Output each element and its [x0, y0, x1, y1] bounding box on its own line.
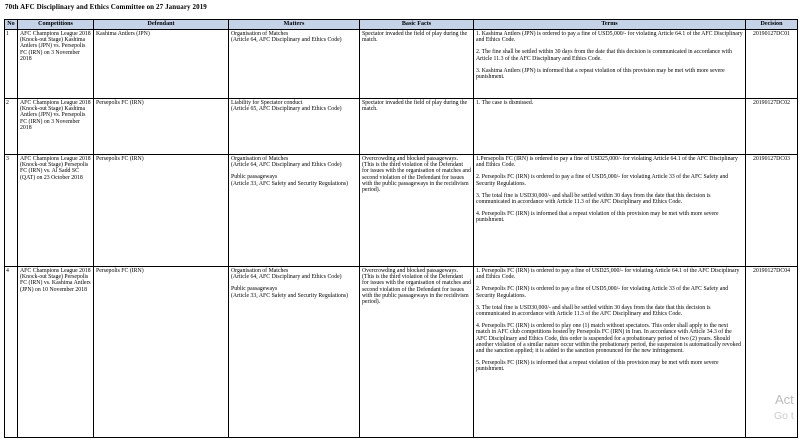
- matter-article: (Article 64, AFC Disciplinary and Ethics Code): [231, 274, 342, 281]
- matter-name: Organisation of Matches: [231, 156, 289, 162]
- cell-terms: [474, 99, 746, 155]
- cell-defendant: Persepolis FC (IRN): [94, 267, 229, 438]
- cell-decision: 20190127DC02: [746, 99, 798, 155]
- matter-item: [231, 100, 357, 112]
- cell-competitions: AFC Champions League 2018 (Knock-out Stage) Kashima Antlers (JPN) vs. Persepolis FC (IRN) on 3 November 2018: [18, 30, 94, 99]
- column-header-basic-facts: Basic Facts: [360, 20, 474, 30]
- matter-article: (Article 33, AFC Safety and Security Regulations): [231, 292, 349, 299]
- table-row: [5, 30, 798, 99]
- terms-item: 2. Persepolis FC (IRN) is ordered to pay a fine of USD5,000/- for violating Article 33 of the AFC Safety and Security Regulations.: [476, 174, 729, 187]
- column-header-no: No: [5, 20, 18, 30]
- cell-no: 3: [5, 155, 18, 267]
- matter-item: [231, 268, 357, 280]
- terms-item: 1. Persepolis FC (IRN) is ordered to pay a fine of USD25,000/- for violating Article 64.1 of the AFC Disciplinary and Ethics Code.: [476, 268, 740, 281]
- cell-decision: 20190127DC04: [746, 267, 798, 438]
- table-row: [5, 99, 798, 155]
- matter-name: Organisation of Matches: [231, 268, 289, 274]
- matter-article: (Article 64, AFC Disciplinary and Ethics Code): [231, 162, 342, 169]
- column-header-defendant: Defendant: [94, 20, 229, 30]
- cell-competitions: AFC Champions League 2018 (Knock-out Stage) Persepolis FC (IRN) vs. Kashima Antlers (JPN) on 10 November 2018: [18, 267, 94, 438]
- cell-competitions: AFC Champions League 2018 (Knock-out Stage) Persepolis FC (IRN) vs. Al Sadd SC (QAT) on 23 October 2018: [18, 155, 94, 267]
- matter-name: Public passageways: [231, 174, 278, 181]
- windows-activation-watermark-line1: Act: [775, 392, 794, 407]
- cell-no: 1: [5, 30, 18, 99]
- terms-item: 4. Persepolis FC (IRN) is informed that a repeat violation of this provision may be met with more severe punishment.: [476, 211, 719, 224]
- terms-item: 5. Persepolis FC (IRN) is informed that a repeat violation of this provision may be met with more severe punishment.: [476, 360, 719, 373]
- cell-competitions: AFC Champions League 2018 (Knock-out Stage) Kashima Antlers (JPN) vs. Persepolis FC (IRN) on 3 November 2018: [18, 99, 94, 155]
- decisions-table: [4, 19, 798, 438]
- terms-item: 1.Persepolis FC (IRN) is ordered to pay a fine of USD25,000/- for violating Article 64.1 of the AFC Disciplinary and Ethics Code.: [476, 156, 738, 169]
- matter-name: Public passageways: [231, 286, 278, 293]
- terms-item: 2. The fine shall be settled within 30 days from the date that this decision is communicated in accordance with Article 11.3 of the AFC Disciplinary and Ethics Code.: [476, 49, 732, 62]
- cell-no: 4: [5, 267, 18, 438]
- column-header-decision: Decision: [746, 20, 798, 30]
- cell-defendant: Kashima Antlers (JPN): [94, 30, 229, 99]
- cell-basic-facts: Overcrowding and blocked passageways. (This is the third violation of the Defendant for issues with the organisation of matches and second violation of the Defendant for issues with the public passageways in the recidivism period).: [360, 267, 474, 438]
- cell-terms: [474, 155, 746, 267]
- cell-basic-facts: Overcrowding and blocked passageways. (This is the third violation of the Defendant for issues with the organisation of matches and second violation of the Defendant for issues with the public passageways in the recidivism period).: [360, 155, 474, 267]
- column-header-terms: Terms: [474, 20, 746, 30]
- matter-item: [231, 156, 357, 168]
- cell-defendant: Persepolis FC (IRN): [94, 99, 229, 155]
- terms-item: 3. The total fine is USD30,000/- and shall be settled within 30 days from the date that this decision is communicated in accordance with Article 11.3 of the AFC Disciplinary and Ethics Code.: [476, 192, 711, 206]
- cell-terms: [474, 267, 746, 438]
- column-header-matters: Matters: [229, 20, 360, 30]
- page-title: 70th AFC Disciplinary and Ethics Committee on 27 January 2019: [5, 3, 207, 11]
- cell-matters: [229, 267, 360, 438]
- matter-name: Liability for Spectator conduct: [231, 100, 303, 106]
- terms-item: 2. Persepolis FC (IRN) is ordered to pay a fine of USD5,000/- for violating Article 33 of the AFC Safety and Security Regulations.: [476, 286, 729, 299]
- terms-item: 1. The case is dismissed.: [476, 100, 534, 106]
- terms-item: 1. Kashima Antlers (JPN) is ordered to pay a fine of USD5,000/- for violating Article 64.1 of the AFC Disciplinary and Ethics Code.: [476, 31, 743, 44]
- matter-item: [231, 286, 357, 298]
- cell-terms: [474, 30, 746, 99]
- column-header-competitions: Competitions: [18, 20, 94, 30]
- table-row: [5, 155, 798, 267]
- matter-article: (Article 65, AFC Disciplinary and Ethics Code): [231, 106, 342, 113]
- matter-name: Organisation of Matches: [231, 31, 289, 37]
- table-header-row: [5, 20, 798, 30]
- cell-matters: [229, 99, 360, 155]
- matter-item: [231, 31, 357, 43]
- terms-item: 3. The total fine is USD30,000/- and shall be settled within 30 days from the date that this decision is communicated in accordance with Article 11.3 of the AFC Disciplinary and Ethics Code.: [476, 304, 711, 318]
- terms-item: 4. Persepolis FC (IRN) is ordered to play one (1) match without spectators. This order shall apply to the next match in AFC club competitions hosted by Persepolis FC (IRN) in Iran. In accordance with Article 34.3 of the AFC Disciplinary and Ethics Code, this order is suspended for a probationary period of two (2) years. Should another violation of a similar nature occur within the probationary period, the suspension is automatically revoked and the sanction applied; it is added to the sanction pronounced for the new infringement.: [476, 323, 741, 355]
- cell-matters: [229, 155, 360, 267]
- matter-article: (Article 64, AFC Disciplinary and Ethics Code): [231, 37, 342, 44]
- cell-decision: 20190127DC01: [746, 30, 798, 99]
- table-row: [5, 267, 798, 438]
- windows-activation-watermark-line2: Go t: [774, 410, 794, 422]
- matter-article: (Article 33, AFC Safety and Security Regulations): [231, 180, 349, 187]
- terms-item: 3. Kashima Antlers (JPN) is informed that a repeat violation of this provision may be met with more severe punishment.: [476, 67, 725, 81]
- cell-no: 2: [5, 99, 18, 155]
- cell-decision: 20190127DC03: [746, 155, 798, 267]
- cell-matters: [229, 30, 360, 99]
- matter-item: [231, 174, 357, 186]
- cell-defendant: Persepolis FC (IRN): [94, 155, 229, 267]
- cell-basic-facts: Spectator invaded the field of play during the match.: [360, 99, 474, 155]
- cell-basic-facts: Spectator invaded the field of play during the match.: [360, 30, 474, 99]
